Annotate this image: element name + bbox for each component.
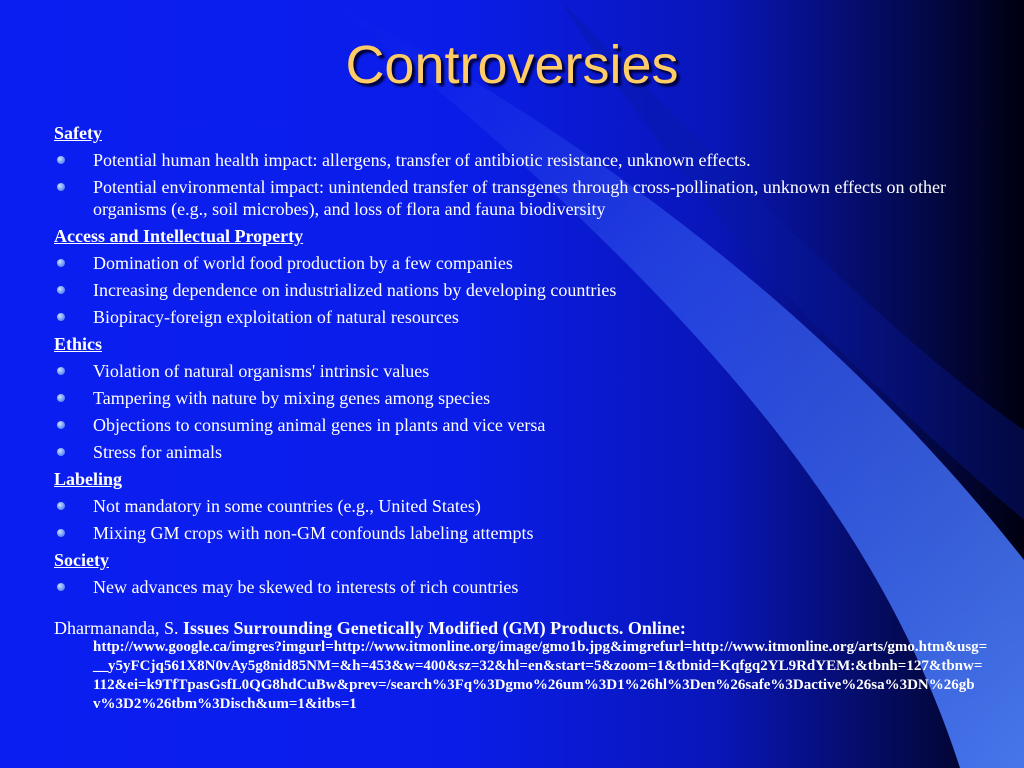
bullet-item <box>54 576 989 598</box>
bullet-item <box>54 149 989 171</box>
bullet-list <box>54 360 989 463</box>
bullet-text: Increasing dependence on industrialized nations by developing countries <box>93 280 617 300</box>
bullet-item <box>54 387 989 409</box>
bullet-dot-icon <box>57 394 65 402</box>
bullet-dot-icon <box>57 183 65 191</box>
section-safety <box>54 122 989 220</box>
bullet-text: Not mandatory in some countries (e.g., United States) <box>93 496 481 516</box>
bullet-item <box>54 495 989 517</box>
bullet-text: Mixing GM crops with non-GM confounds labeling attempts <box>93 523 534 543</box>
bullet-item <box>54 441 989 463</box>
bullet-list <box>54 495 989 544</box>
bullet-item <box>54 279 989 301</box>
bullet-text: Potential human health impact: allergens, transfer of antibiotic resistance, unknown effects. <box>93 150 751 170</box>
section-access <box>54 225 989 328</box>
bullet-dot-icon <box>57 286 65 294</box>
section-society <box>54 549 989 598</box>
slide-body <box>54 121 989 714</box>
bullet-list <box>54 149 989 220</box>
bullet-text: Violation of natural organisms' intrinsic values <box>93 361 430 381</box>
bullet-item <box>54 306 989 328</box>
bullet-list <box>54 576 989 598</box>
section-heading: Ethics <box>54 334 103 354</box>
bullet-dot-icon <box>57 421 65 429</box>
slide-title: Controversies <box>345 35 679 95</box>
section-heading: Labeling <box>54 469 123 489</box>
bullet-item <box>54 176 989 220</box>
bullet-text: Potential environmental impact: unintended transfer of transgenes through cross-pollination, unknown effects on other organisms (e.g., soil microbes), and loss of flora and fauna biodiversity <box>93 177 946 219</box>
bullet-item <box>54 360 989 382</box>
section-heading: Access and Intellectual Property <box>54 226 304 246</box>
bullet-text: Stress for animals <box>93 442 222 462</box>
bullet-text: Objections to consuming animal genes in plants and vice versa <box>93 415 546 435</box>
bullet-list <box>54 252 989 328</box>
bullet-dot-icon <box>57 259 65 267</box>
bullet-dot-icon <box>57 529 65 537</box>
reference-title: Issues Surrounding Genetically Modified (GM) Products. Online: <box>182 618 686 638</box>
bullet-item <box>54 252 989 274</box>
bullet-dot-icon <box>57 156 65 164</box>
section-ethics <box>54 333 989 463</box>
bullet-text: Tampering with nature by mixing genes among species <box>93 388 491 408</box>
reference-citation <box>54 618 989 714</box>
bullet-dot-icon <box>57 313 65 321</box>
bullet-text: Biopiracy-foreign exploitation of natural resources <box>93 307 459 327</box>
reference-author: Dharmananda, S. <box>54 618 179 638</box>
bullet-dot-icon <box>57 502 65 510</box>
section-heading: Safety <box>54 123 102 143</box>
bullet-item <box>54 414 989 436</box>
bullet-text: Domination of world food production by a few companies <box>93 253 513 273</box>
bullet-text: New advances may be skewed to interests of rich countries <box>93 577 519 597</box>
section-heading: Society <box>54 550 109 570</box>
section-labeling <box>54 468 989 544</box>
reference-url: http://www.google.ca/imgres?imgurl=http://www.itmonline.org/image/gmo1b.jpg&imgrefurl=http://www.itmonline.org/arts/gmo.htm&usg=__y5yFCjq561X8N0vAy5g8nid85NM=&h=453&w=400&sz=32&hl=en&start=5&zoom=1&tbnid=Kqfgq2YL9RdYEM:&tbnh=127&tbnw=112&ei=k9TfTpasGsfL0QG8hdCuBw&prev=/search%3Fq%3Dgmo%26um%3D1%26hl%3Den%26safe%3Dactive%26sa%3DN%26gbv%3D2%26tbm%3Disch&um=1&itbs=1 <box>93 639 988 712</box>
bullet-dot-icon <box>57 448 65 456</box>
bullet-item <box>54 522 989 544</box>
bullet-dot-icon <box>57 583 65 591</box>
bullet-dot-icon <box>57 367 65 375</box>
